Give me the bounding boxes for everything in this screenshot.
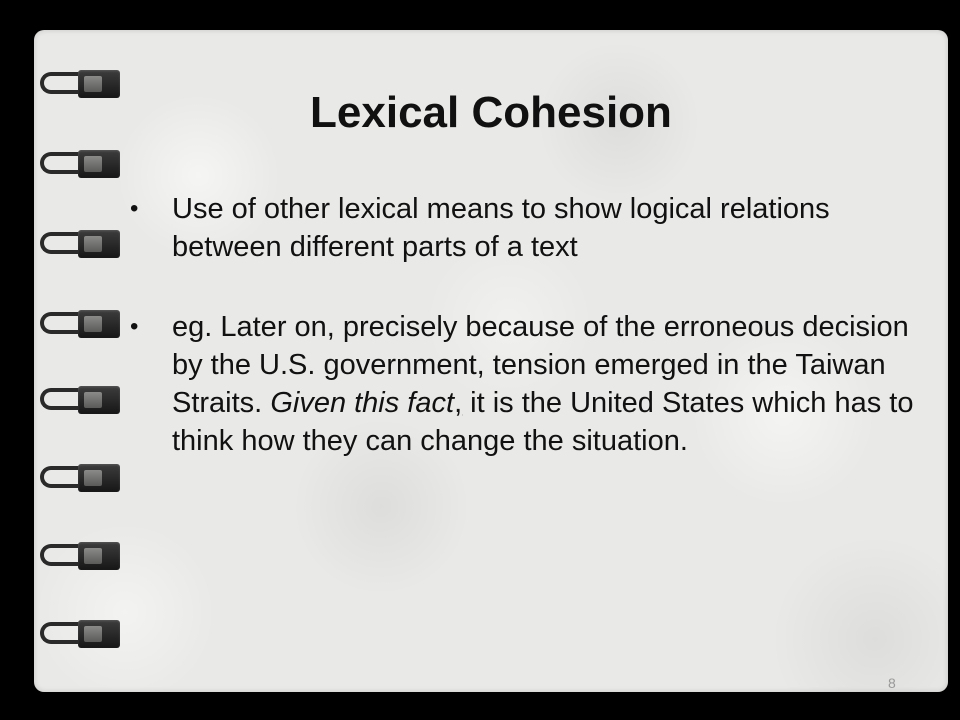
binder-ring (40, 620, 118, 650)
example-italic-phrase: Given this fact (270, 387, 455, 419)
page-number: 8 (888, 675, 896, 691)
slide-title: Lexical Cohesion (310, 88, 672, 137)
example-comma: , (454, 387, 463, 419)
bullet-icon: • (130, 313, 139, 340)
binder-ring (40, 310, 118, 340)
bullet-text: Use of other lexical means to show logical relations between different parts of a text (172, 193, 830, 263)
example-text-end: it is the United States which has to think how they can change the situation. (172, 387, 914, 457)
bullet-icon: • (130, 195, 139, 222)
binder-ring (40, 386, 118, 416)
bullet-list (130, 190, 920, 460)
binder-ring (40, 542, 118, 572)
bullet-item (130, 190, 920, 266)
bullet-text (172, 311, 913, 457)
binder-ring (40, 150, 118, 180)
bullet-item (130, 308, 920, 460)
binder-ring (40, 230, 118, 260)
binder-ring (40, 464, 118, 494)
example-text-start: eg. Later on, precisely because of the erroneous decision by the U.S. government, tension emerged in the Taiwan Straits. (172, 311, 909, 419)
